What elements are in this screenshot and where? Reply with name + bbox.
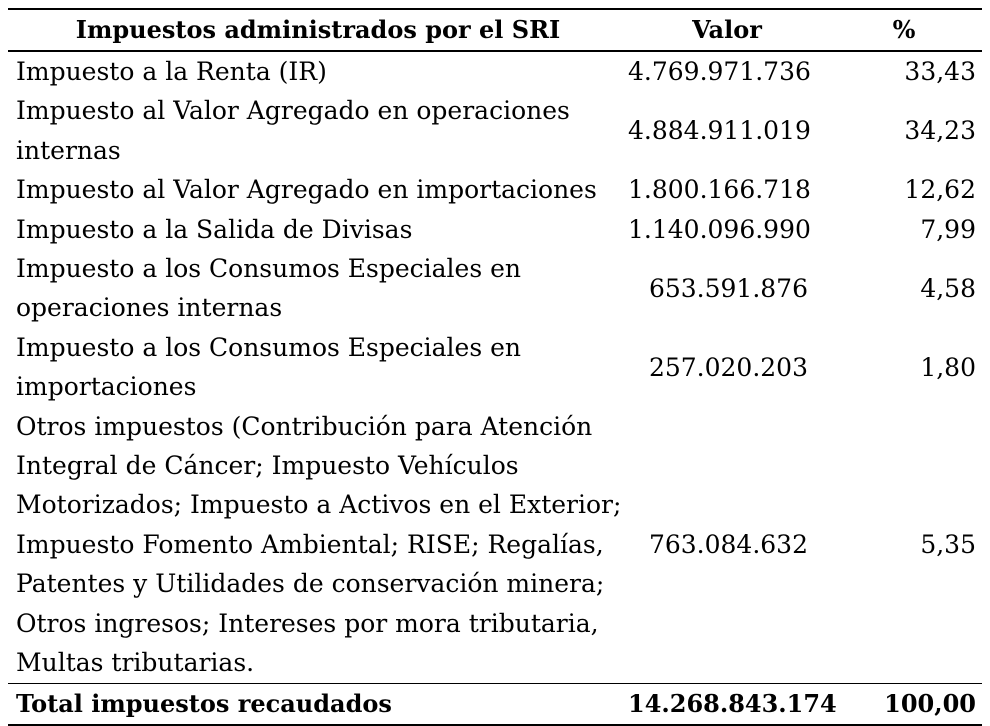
row-concept: Impuesto al Valor Agregado en importaciones	[16, 175, 597, 205]
total-row	[8, 683, 982, 725]
row-percent: 7,99	[920, 214, 976, 244]
total-value: 14.268.843.174	[628, 683, 826, 725]
table-body	[8, 51, 982, 725]
row-value: 4.884.911.019	[628, 116, 811, 146]
row-percent: 4,58	[920, 273, 976, 303]
row-percent: 5,35	[920, 529, 976, 559]
total-percent: 100,00	[826, 683, 982, 725]
header-concept: Impuestos administrados por el SRI	[8, 9, 628, 51]
row-percent: 33,43	[904, 57, 976, 86]
row-value: 257.020.203	[648, 352, 808, 382]
table-row	[8, 407, 982, 683]
row-percent: 1,80	[920, 352, 976, 382]
row-value: 653.591.876	[648, 273, 808, 303]
row-concept: Impuesto a los Consumos Especiales en importaciones	[16, 332, 522, 402]
table-row	[8, 328, 982, 407]
table-row	[8, 170, 982, 209]
table-row	[8, 51, 982, 91]
row-percent: 12,62	[904, 175, 976, 205]
row-concept: Otros impuestos (Contribución para Atención Integral de Cáncer; Impuesto Vehículos Motorizados; Impuesto a Activos en el Exterior; Impuesto Fomento Ambiental; RISE; Regalías, Patentes y Utilidades de conservación minera; Otros ingresos; Intereses por mora tributaria, Multas tributarias.	[16, 411, 622, 678]
row-concept: Impuesto a la Salida de Divisas	[16, 214, 413, 244]
row-concept: Impuesto a la Renta (IR)	[16, 57, 327, 86]
row-percent: 34,23	[904, 116, 976, 146]
row-value: 4.769.971.736	[628, 57, 811, 86]
tax-revenue-table	[8, 8, 982, 726]
row-value: 1.140.096.990	[628, 214, 811, 244]
row-concept: Impuesto al Valor Agregado en operaciones internas	[16, 96, 570, 165]
row-concept: Impuesto a los Consumos Especiales en operaciones internas	[16, 254, 522, 323]
row-value: 763.084.632	[648, 529, 808, 559]
header-row	[8, 9, 982, 51]
table-row	[8, 210, 982, 249]
table-header	[8, 9, 982, 51]
header-value: Valor	[628, 9, 826, 51]
row-value: 1.800.166.718	[628, 175, 811, 205]
header-percent: %	[826, 9, 982, 51]
table-row	[8, 91, 982, 170]
total-concept: Total impuestos recaudados	[8, 683, 628, 725]
table-row	[8, 249, 982, 328]
